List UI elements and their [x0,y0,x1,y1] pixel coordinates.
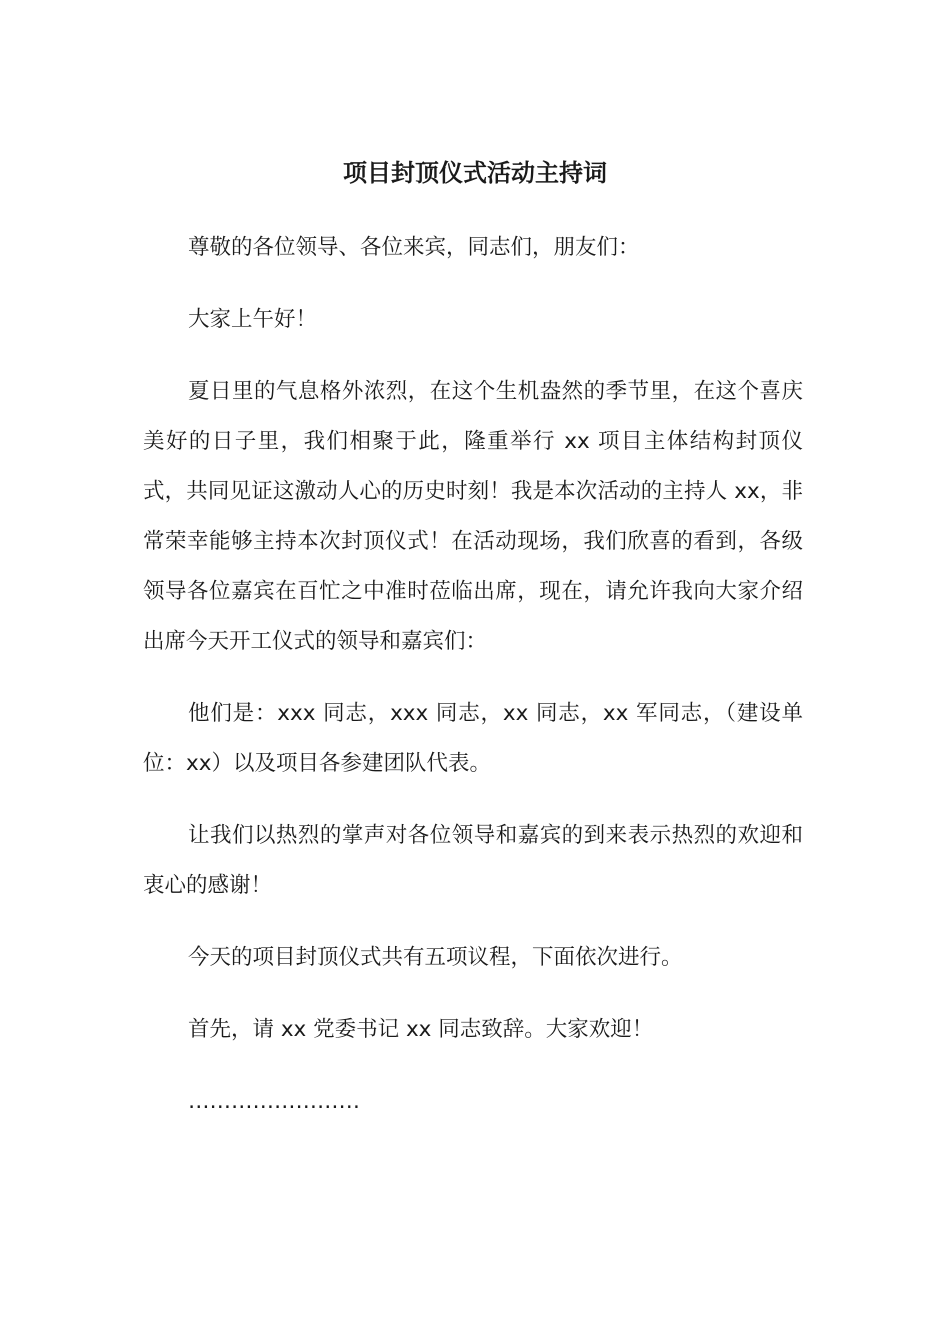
first-item-paragraph: 首先，请 xx 党委书记 xx 同志致辞。大家欢迎！ [188,1017,654,1042]
agenda-paragraph: 今天的项目封顶仪式共有五项议程，下面依次进行。 [188,945,683,970]
guests-paragraph: 他们是：xxx 同志，xxx 同志，xx 同志，xx 军同志，（建设单位：xx）以及项目各参建团队代表。 [143,701,803,776]
greeting-paragraph: 大家上午好！ [188,307,318,332]
salutation-paragraph: 尊敬的各位领导、各位来宾，同志们，朋友们： [188,235,640,260]
applause-paragraph: 让我们以热烈的掌声对各位领导和嘉宾的到来表示热烈的欢迎和衷心的感谢！ [143,823,803,898]
ellipsis-paragraph: …………………… [188,1089,360,1114]
document-body [143,223,803,1149]
opening-paragraph: 夏日里的气息格外浓烈，在这个生机盎然的季节里，在这个喜庆美好的日子里，我们相聚于此，隆重举行 xx 项目主体结构封顶仪式，共同见证这激动人心的历史时刻！我是本次活动的主持人 xx，非常荣幸能够主持本次封顶仪式！在活动现场，我们欣喜的看到，各级领导各位嘉宾在百忙之中准时莅临出席，现在，请允许我向大家介绍出席今天开工仪式的领导和嘉宾们： [143,379,803,654]
document-title: 项目封顶仪式活动主持词 [343,159,607,187]
